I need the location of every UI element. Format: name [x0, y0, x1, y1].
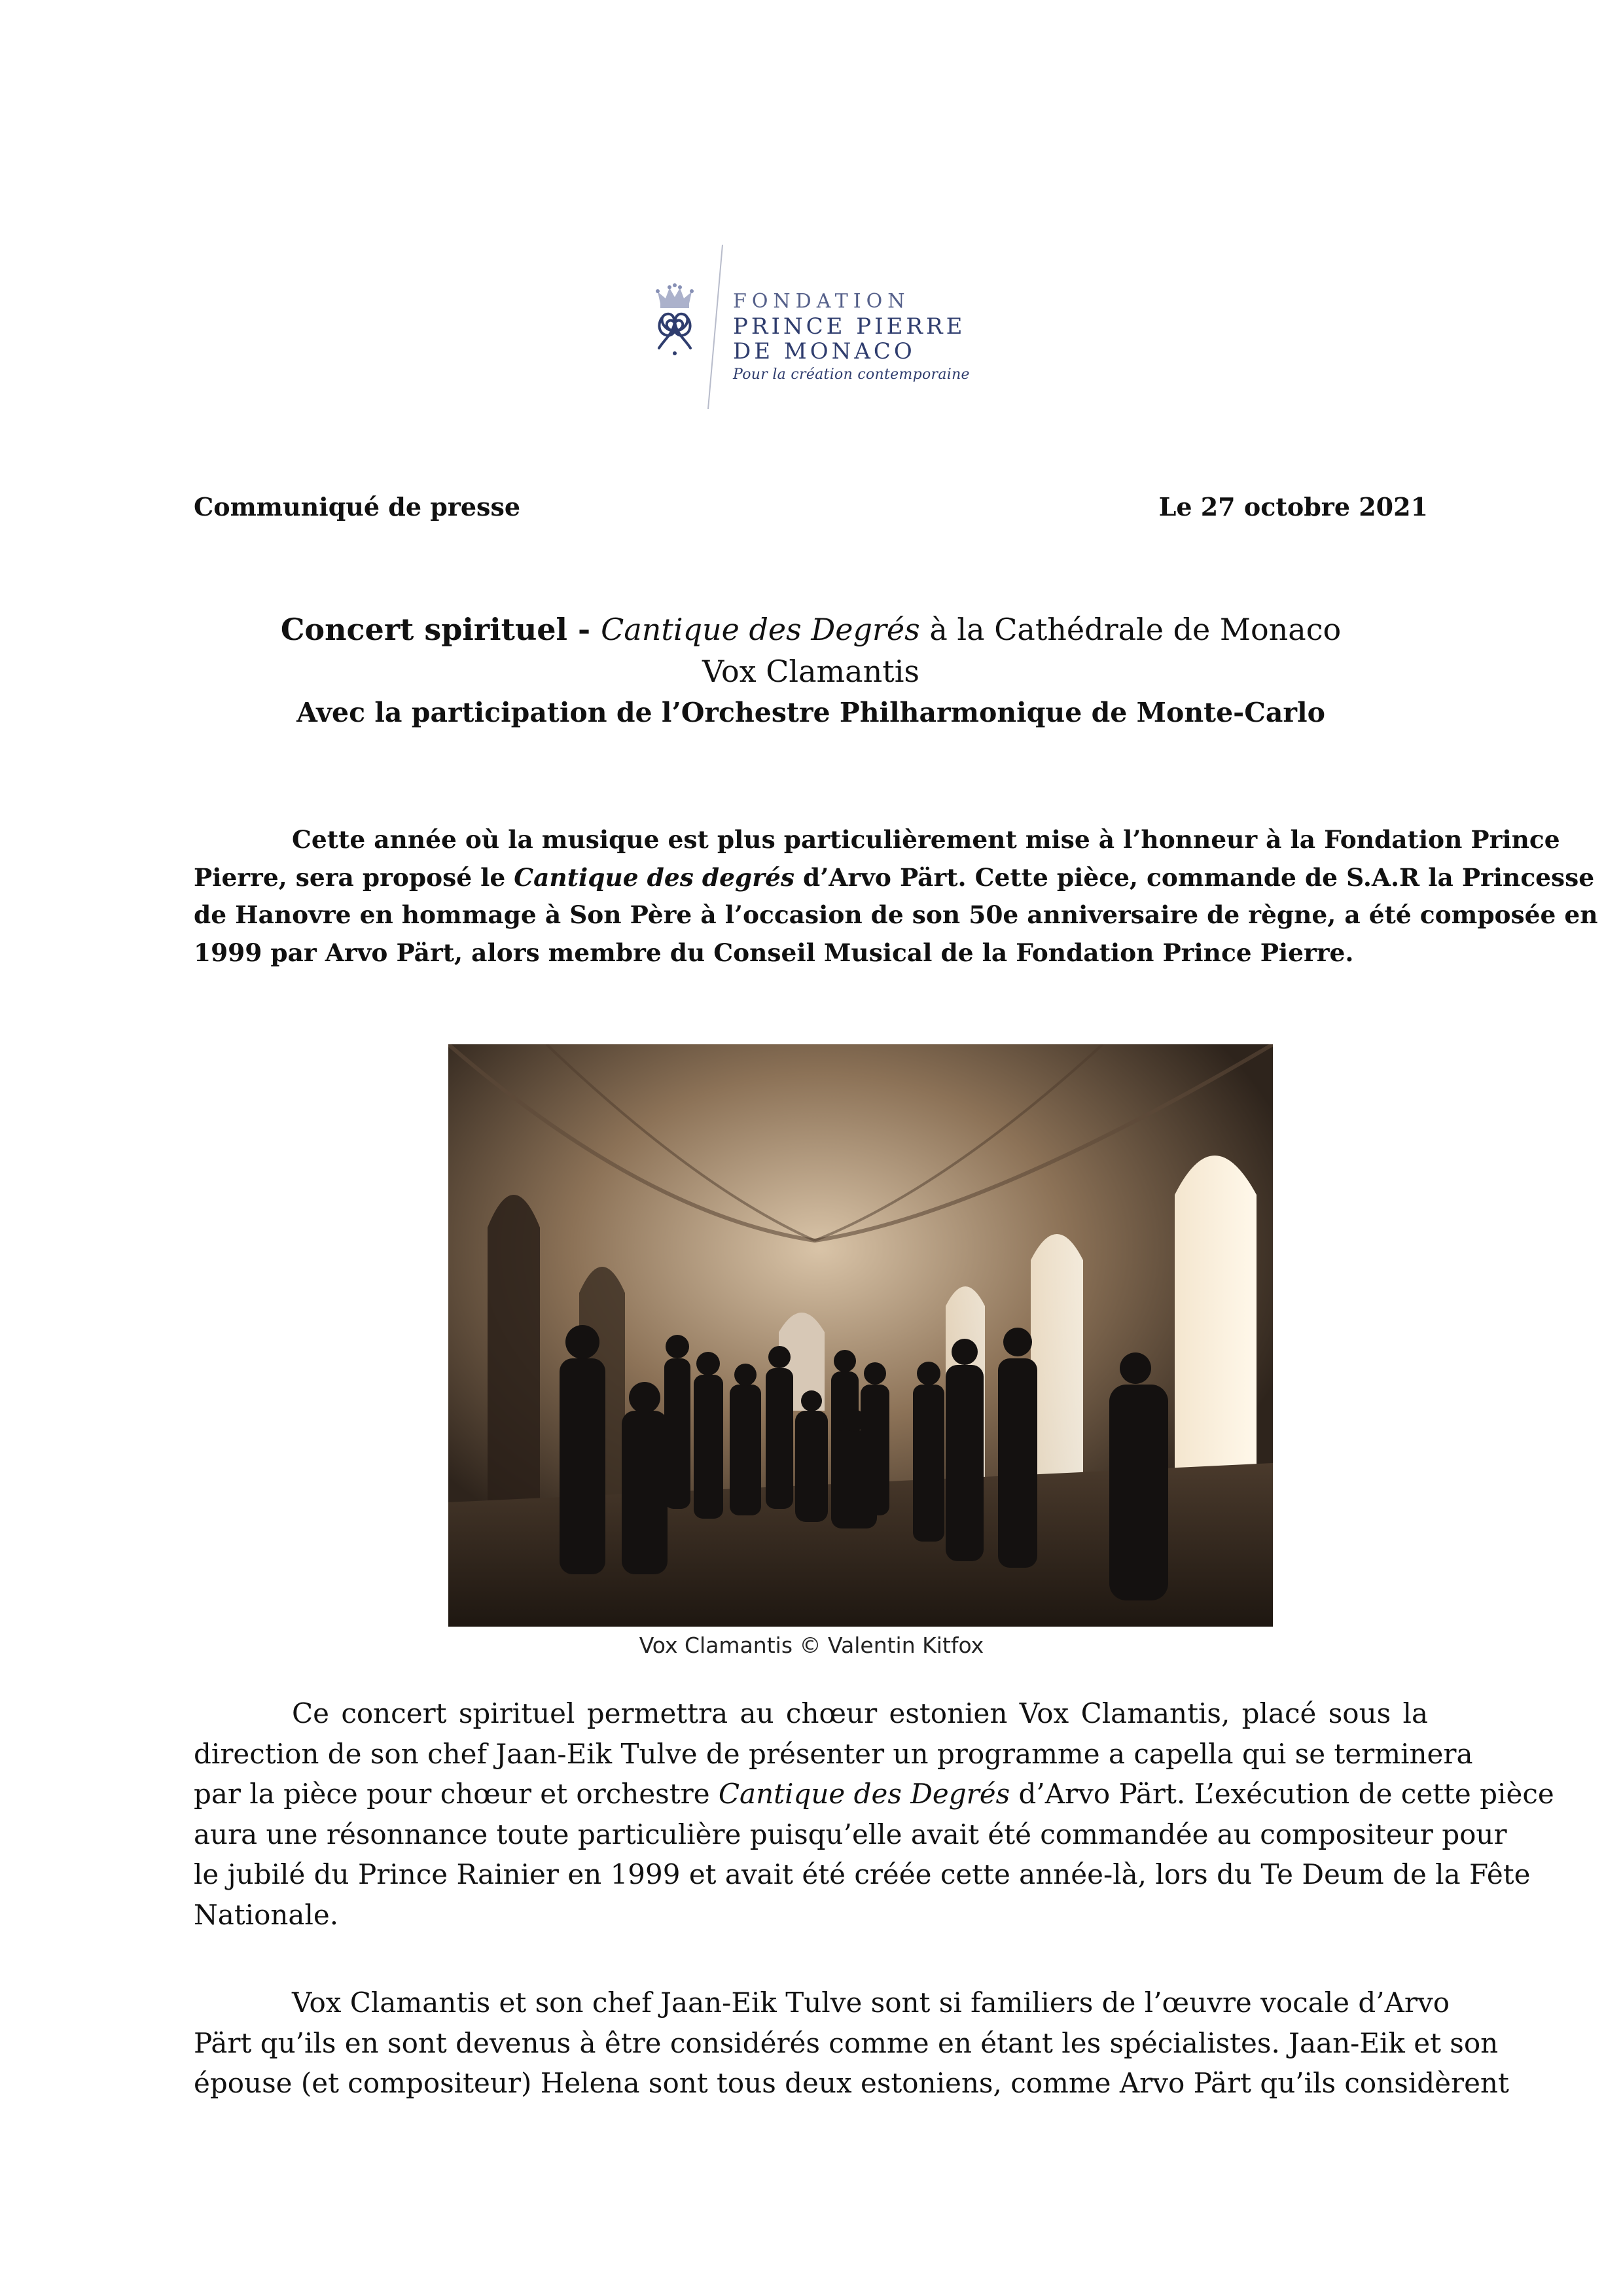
- paragraph-line: Ce concert spirituel permettra au chœur estonien Vox Clamantis, placé sous la: [292, 1697, 1428, 1729]
- logo-line-de-monaco: DE MONACO: [733, 338, 916, 364]
- title-line-1: Concert spirituel - Cantique des Degrés à la Cathédrale de Monaco: [280, 612, 1342, 647]
- paragraph-line: Nationale.: [194, 1898, 339, 1931]
- intro-line: Pierre, sera proposé le Cantique des degrés d’Arvo Pärt. Cette pièce, commande de S.A.R la Princesse: [194, 862, 1595, 892]
- document-date: Le 27 octobre 2021: [1158, 492, 1428, 521]
- title-line-3: Avec la participation de l’Orchestre Philharmonique de Monte-Carlo: [296, 697, 1325, 728]
- intro-line: 1999 par Arvo Pärt, alors membre du Conseil Musical de la Fondation Prince Pierre.: [194, 938, 1354, 967]
- choir-photo-illustration: [448, 1044, 1273, 1627]
- logo-tagline: Pour la création contemporaine: [733, 366, 970, 383]
- logo-line-prince-pierre: PRINCE PIERRE: [733, 313, 966, 340]
- press-release-title: [194, 609, 1428, 733]
- paragraph-line: aura une résonnance toute particulière puisqu’elle avait été commandée au compositeur pour: [194, 1818, 1507, 1850]
- intro-line: de Hanovre en hommage à Son Père à l’occasion de son 50e anniversaire de règne, a été composée en: [194, 900, 1598, 929]
- document-header: [194, 492, 1428, 531]
- logo-wordmark: [733, 289, 970, 386]
- intro-paragraph: [194, 821, 1598, 972]
- paragraph-line: Pärt qu’ils en sont devenus à être considérés comme en étant les spécialistes. Jaan-Eik et son: [194, 2026, 1499, 2059]
- logo-divider: [705, 243, 725, 410]
- paragraph-line: épouse (et compositeur) Helena sont tous deux estoniens, comme Arvo Pärt qu’ils considèrent: [194, 2067, 1509, 2099]
- photo-caption: Vox Clamantis © Valentin Kitfox: [639, 1633, 984, 1658]
- body-paragraph-2: [194, 1983, 1509, 2104]
- intro-line: Cette année où la musique est plus particulièrement mise à l’honneur à la Fondation Prince: [292, 825, 1560, 854]
- paragraph-line: par la pièce pour chœur et orchestre Cantique des Degrés d’Arvo Pärt. L’exécution de cette pièce: [194, 1778, 1554, 1810]
- crown-monogram-icon: [651, 283, 698, 360]
- paragraph-line: direction de son chef Jaan-Eik Tulve de présenter un programme a capella qui se terminera: [194, 1737, 1473, 1770]
- paragraph-line: Vox Clamantis et son chef Jaan-Eik Tulve sont si familiers de l’œuvre vocale d’Arvo: [292, 1987, 1450, 2019]
- logo-line-fondation: FONDATION: [733, 290, 910, 313]
- paragraph-line: le jubilé du Prince Rainier en 1999 et avait été créée cette année-là, lors du Te Deum de la Fête: [194, 1858, 1531, 1890]
- body-paragraph-1: [194, 1693, 1554, 1935]
- title-line-2: Vox Clamantis: [702, 654, 920, 689]
- choir-photo: [448, 1044, 1273, 1627]
- document-type: Communiqué de presse: [194, 492, 521, 521]
- foundation-logo: [645, 243, 985, 414]
